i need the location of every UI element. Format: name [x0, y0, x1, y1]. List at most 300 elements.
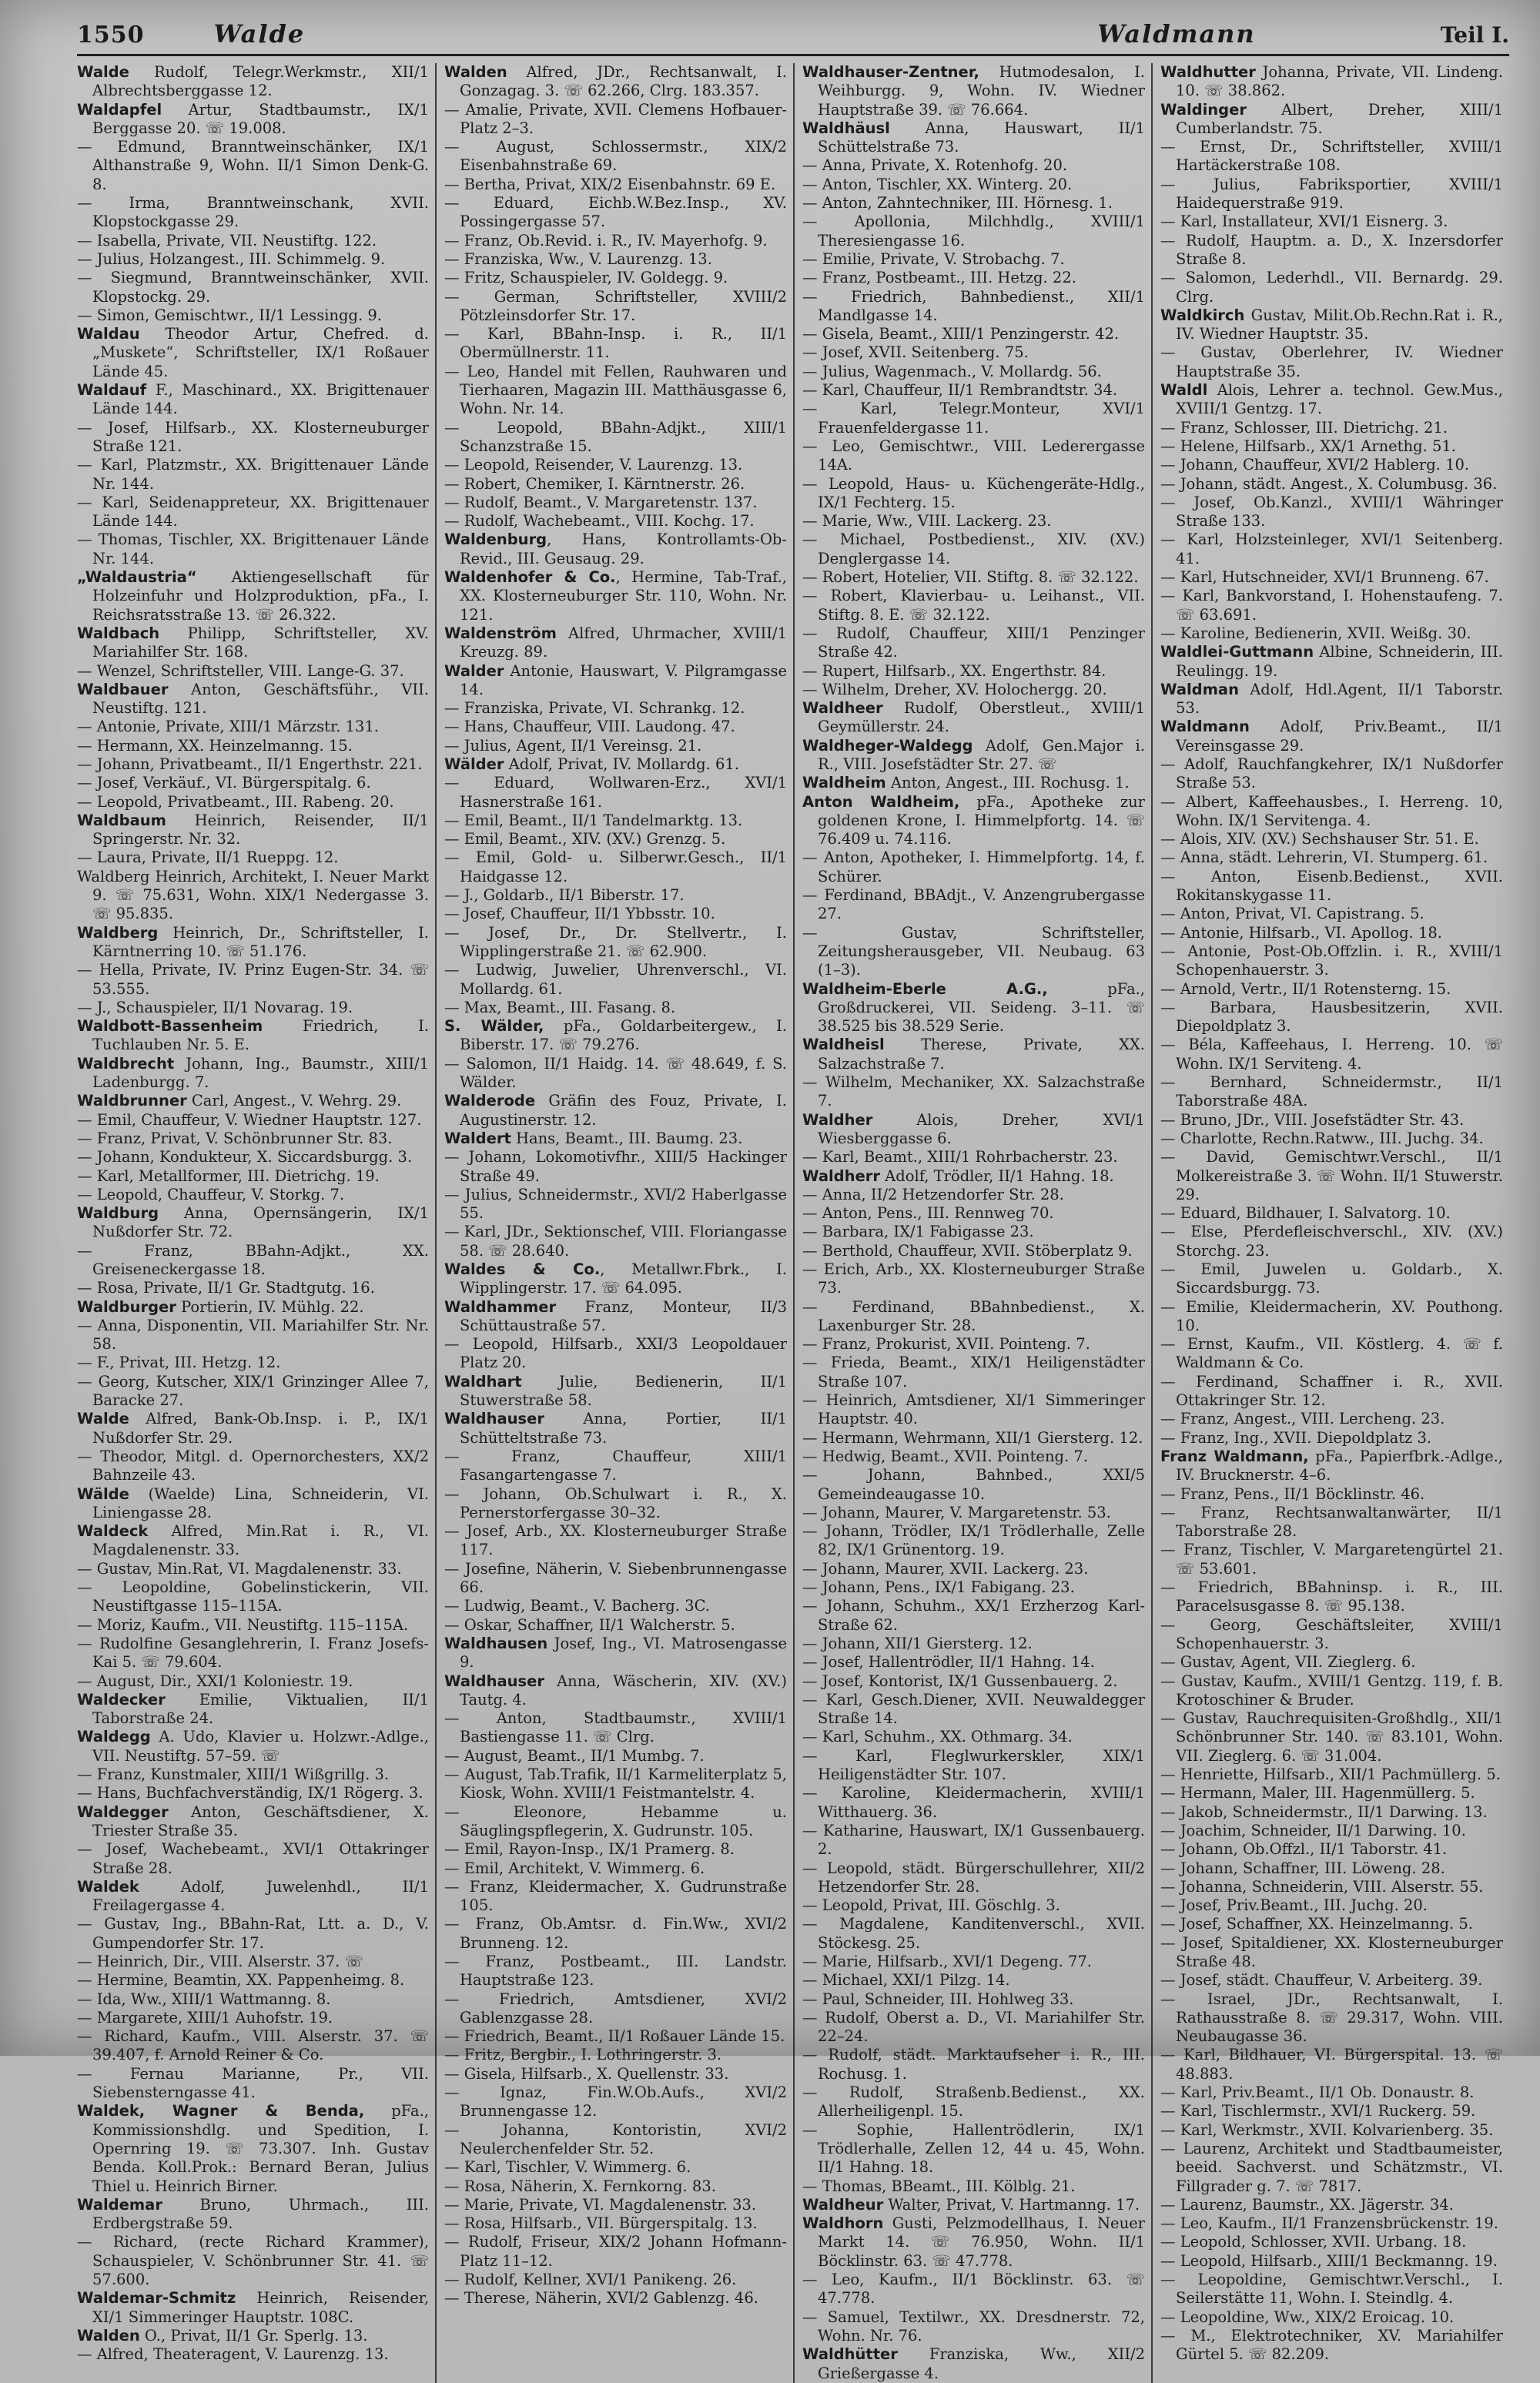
entry-details: — Johann, Maurer, V. Margaretenstr. 53. — [802, 1503, 1111, 1521]
directory-entry — [802, 1204, 1145, 1223]
directory-entry — [802, 512, 1145, 530]
directory-entry — [802, 1953, 1145, 1971]
entry-details: — Robert, Hotelier, VII. Stiftg. 8. ☏ 32.122. — [802, 568, 1139, 587]
entry-details: Therese, Private, XX. Salzachstraße 7. — [818, 1036, 1145, 1073]
entry-details: — Leopold, Haus- u. Küchengeräte-Hdlg., IX/1 Fechterg. 15. — [802, 474, 1145, 511]
entry-details: Anna, Hauswart, II/1 Schüttelstraße 73. — [818, 119, 1145, 156]
entry-surname: Waldhart — [444, 1372, 522, 1391]
entry-details: Heinrich, Reisender, II/1 Springerstr. Nr. 32. — [92, 811, 429, 848]
entry-details: — Hella, Private, IV. Prinz Eugen-Str. 34. ☏ 53.555. — [77, 961, 429, 998]
directory-entry — [444, 1055, 787, 1093]
directory-entry — [802, 381, 1145, 400]
entry-details: Albine, Schneiderin, III. Reulingg. 19. — [1176, 643, 1503, 680]
directory-entry — [444, 2158, 787, 2177]
directory-entry — [77, 2102, 429, 2195]
entry-details: — Berthold, Chauffeur, XVII. Stöberplatz 9. — [802, 1241, 1133, 1260]
entry-details: Waldberg Heinrich, Architekt, I. Neuer Markt 9. ☏ 75.631, Wohn. XIX/1 Nedergasse 3. ☏ 95.835. — [77, 867, 429, 923]
directory-entry — [444, 2177, 787, 2196]
directory-entry — [802, 1822, 1145, 1859]
entry-details: — Johann, städt. Angest., X. Columbusg. 36. — [1160, 474, 1498, 493]
directory-entry — [1160, 456, 1503, 474]
directory-entry — [1160, 1260, 1503, 1298]
entry-surname: Waldhauser-Zentner, — [802, 63, 979, 81]
entry-details: — Johanna, Schneiderin, VIII. Alserstr. 55. — [1160, 1877, 1484, 1896]
directory-entry — [802, 1653, 1145, 1672]
directory-entry — [444, 2027, 787, 2046]
entry-details: — Gustav, Min.Rat, VI. Magdalenenstr. 33. — [77, 1559, 402, 1578]
entry-surname: Waldau — [77, 325, 140, 343]
entry-details: — Leopold, städt. Bürgerschullehrer, XII/2 Hetzendorfer Str. 28. — [802, 1859, 1145, 1896]
directory-entry — [1160, 1765, 1503, 1784]
directory-entry — [77, 1111, 429, 1130]
entry-details: — Gustav, Oberlehrer, IV. Wiedner Hauptstraße 35. — [1160, 343, 1503, 380]
directory-entry — [77, 1204, 429, 1242]
entry-details: — Gustav, Ing., BBahn-Rat, Ltt. a. D., V. Gumpendorfer Str. 17. — [77, 1915, 429, 1952]
directory-entry — [802, 1354, 1145, 1391]
entry-details: — Franz, Kleidermacher, X. Gudrunstraße 105. — [444, 1877, 787, 1915]
directory-entry — [444, 568, 787, 624]
directory-entry — [444, 662, 787, 700]
entry-details: — Ludwig, Beamt., V. Bacherg. 3C. — [444, 1597, 710, 1615]
entry-surname: S. Wälder, — [444, 1017, 544, 1036]
directory-entry — [444, 1335, 787, 1373]
entry-surname: Waldkirch — [1160, 306, 1245, 324]
directory-entry — [802, 1635, 1145, 1653]
directory-entry — [77, 101, 429, 139]
entry-details: Alfred, Bank-Ob.Insp. i. P., IX/1 Nußdorfer Str. 29. — [92, 1410, 429, 1447]
directory-entry — [1160, 868, 1503, 905]
directory-entry — [444, 1859, 787, 1878]
entry-details: — Johann, Trödler, IX/1 Trödlerhalle, Zelle 82, IX/1 Grünentorg. 19. — [802, 1522, 1145, 1559]
entry-details: — Karl, Chauffeur, II/1 Rembrandtstr. 34. — [802, 381, 1118, 400]
directory-entry — [77, 194, 429, 232]
entry-details: — Leopold, Chauffeur, V. Storkg. 7. — [77, 1185, 345, 1203]
entry-details: — Franz, Tischler, V. Margaretengürtel 21. ☏ 53.601. — [1160, 1541, 1503, 1578]
entry-details: — Thomas, BBeamt., III. Kölblg. 21. — [802, 2177, 1076, 2195]
entry-details: — Ferdinand, Schaffner i. R., XVII. Ottakringer Str. 12. — [1160, 1372, 1503, 1410]
entry-details: — F., Privat, III. Hetzg. 12. — [77, 1354, 281, 1372]
directory-entry — [1160, 530, 1503, 568]
entry-surname: Waldbrecht — [77, 1054, 175, 1073]
directory-entry — [444, 1223, 787, 1260]
entry-details: — Else, Pferdefleischverschl., XIV. (XV.) Storchg. 23. — [1160, 1223, 1503, 1260]
directory-entry — [1160, 1335, 1503, 1373]
entry-details: — Johanna, Kontoristin, XVI/2 Neulerchenfelder Str. 52. — [444, 2120, 787, 2157]
entry-details: — Rosa, Private, II/1 Gr. Stadtgutg. 16. — [77, 1279, 375, 1297]
directory-entry — [802, 1223, 1145, 1241]
directory-entry — [77, 1298, 429, 1317]
directory-entry — [1160, 176, 1503, 213]
entry-details: — Leo, Kaufm., II/1 Böcklinstr. 63. ☏ 47.778. — [802, 2271, 1145, 2308]
entry-details: — Siegmund, Branntweinschänker, XVII. Klopstockg. 29. — [77, 269, 429, 306]
entry-details: — Fritz, Schauspieler, IV. Goldegg. 9. — [444, 269, 728, 287]
directory-entry — [444, 1616, 787, 1635]
entry-details: — Franz, Privat, V. Schönbrunner Str. 83. — [77, 1129, 393, 1147]
directory-entry — [802, 1186, 1145, 1204]
entry-details: Rudolf, Telegr.Werkmstr., XII/1 Albrechtsberggasse 12. — [92, 63, 429, 100]
entry-surname: Waldl — [1160, 381, 1208, 400]
entry-details: — Franziska, Ww., V. Laurenzg. 13. — [444, 249, 712, 268]
directory-entry — [77, 456, 429, 494]
directory-entry — [1160, 1616, 1503, 1654]
directory-entry — [444, 1765, 787, 1803]
directory-entry — [77, 737, 429, 755]
entry-surname: Walder — [444, 661, 504, 680]
entry-details: Johann, Ing., Baumstr., XIII/1 Ladenburgg. 7. — [92, 1054, 429, 1092]
directory-entry — [444, 363, 787, 419]
directory-entry — [77, 1840, 429, 1878]
directory-entry — [444, 1953, 787, 1990]
entry-details: — Ida, Ww., XIII/1 Wattmanng. 8. — [77, 1990, 331, 2008]
entry-details: — Karl, BBahn-Insp. i. R., II/1 Obermüllnerstr. 11. — [444, 325, 787, 362]
directory-entry — [802, 737, 1145, 775]
entry-details: — Anton, Zahntechniker, III. Hörnesg. 1. — [802, 194, 1113, 213]
entry-details: — Charlotte, Rechn.Ratww., III. Juchg. 34. — [1160, 1129, 1484, 1147]
entry-surname: Walden — [77, 2326, 140, 2345]
directory-entry — [802, 1522, 1145, 1560]
entry-details: Friedrich, I. Tuchlauben Nr. 5. E. — [92, 1017, 429, 1054]
directory-entry — [1160, 1709, 1503, 1765]
directory-entry — [802, 1691, 1145, 1729]
entry-details: — Béla, Kaffeehaus, I. Herreng. 10. ☏ Wohn. IX/1 Serviteng. 4. — [1160, 1036, 1503, 1073]
entry-details: — Julius, Schneidermstr., XVI/2 Haberlgasse 55. — [444, 1185, 787, 1223]
entry-details: — Wenzel, Schriftsteller, VIII. Lange-G. 37. — [77, 661, 404, 680]
directory-entry — [444, 924, 787, 962]
entry-details: — Gustav, Schriftsteller, Zeitungsherausgeber, VII. Neubaug. 63 (1–3). — [802, 923, 1145, 979]
directory-entry — [77, 1055, 429, 1093]
directory-entry — [1160, 793, 1503, 831]
entry-details: — Isabella, Private, VII. Neustiftg. 122. — [77, 231, 377, 249]
directory-entry — [444, 1130, 787, 1148]
directory-entry — [1160, 830, 1503, 848]
directory-entry — [1160, 2196, 1503, 2214]
directory-entry — [444, 1017, 787, 1055]
directory-entry — [444, 2121, 787, 2159]
directory-entry — [77, 1017, 429, 1055]
entry-surname: Waldemar — [77, 2195, 162, 2214]
directory-entry — [77, 662, 429, 681]
directory-entry — [1160, 1073, 1503, 1111]
directory-entry — [1160, 2308, 1503, 2327]
entry-details: — Barbara, IX/1 Fabigasse 23. — [802, 1223, 1034, 1241]
directory-entry — [444, 999, 787, 1017]
directory-entry — [77, 1186, 429, 1204]
directory-entry — [444, 176, 787, 194]
entry-details: Anton, Geschäftsdiener, X. Triester Straße 35. — [92, 1802, 429, 1839]
directory-entry — [802, 269, 1145, 287]
running-head-right: Waldmann — [1097, 19, 1256, 49]
entry-details: — Franz, Prokurist, XVII. Pointeng. 7. — [802, 1335, 1090, 1354]
directory-entry — [802, 1429, 1145, 1448]
entry-details: — Emil, Architekt, V. Wimmerg. 6. — [444, 1859, 705, 1877]
directory-entry — [1160, 138, 1503, 176]
entry-details: — Henriette, Hilfsarb., XII/1 Pachmüllerg. 5. — [1160, 1765, 1501, 1784]
directory-entry — [77, 1672, 429, 1691]
entry-surname: Wälde — [77, 1484, 129, 1503]
directory-entry — [77, 2233, 429, 2289]
directory-entry — [1160, 2271, 1503, 2308]
directory-entry — [444, 232, 787, 250]
entry-details: — Franz, Pens., II/1 Böcklinstr. 46. — [1160, 1484, 1425, 1503]
directory-entry — [77, 868, 429, 924]
directory-entry — [77, 1878, 429, 1916]
directory-entry — [802, 848, 1145, 886]
directory-entry — [802, 400, 1145, 437]
directory-entry — [1160, 942, 1503, 980]
entry-surname: Waldhausen — [444, 1634, 548, 1652]
entry-surname: Waldberg — [77, 923, 159, 942]
entry-details: Philipp, Schriftsteller, XV. Mariahilfer Str. 168. — [92, 624, 429, 661]
directory-entry — [77, 1092, 429, 1110]
directory-entry — [1160, 2046, 1503, 2083]
directory-entry — [1160, 624, 1503, 643]
entry-details: — Hermann, Maler, III. Hagenmüllerg. 5. — [1160, 1784, 1475, 1802]
directory-entry — [1160, 343, 1503, 381]
entry-surname: Waldecker — [77, 1690, 166, 1709]
entry-details: , Metallwr.Fbrk., I. Wipplingerstr. 17. ☏ 64.095. — [460, 1260, 787, 1297]
entry-details: — Rudolf, Wachebeamt., VIII. Kochg. 17. — [444, 512, 755, 530]
directory-entry — [77, 1373, 429, 1411]
entry-details: — Rudolf, Beamt., V. Margaretenstr. 137. — [444, 493, 758, 511]
directory-entry — [802, 624, 1145, 662]
entry-surname: Waldhammer — [444, 1297, 557, 1316]
directory-entry — [1160, 848, 1503, 867]
directory-entry — [802, 119, 1145, 157]
entry-details: — Leopoldine, Gobelinstickerin, VII. Neustiftgasse 115–115A. — [77, 1578, 429, 1615]
directory-entry — [77, 63, 429, 101]
entry-details: Gusti, Pelzmodellhaus, I. Neuer Markt 14. ☏ 76.950, Wohn. II/1 Böcklinstr. 63. ☏ 47.778. — [818, 2214, 1145, 2270]
directory-entry — [1160, 1373, 1503, 1411]
directory-entry — [802, 1915, 1145, 1953]
directory-entry — [1160, 1803, 1503, 1822]
entry-details: — Anna, II/2 Hetzendorfer Str. 28. — [802, 1185, 1064, 1203]
entry-surname: Waldlei-Guttmann — [1160, 643, 1314, 661]
entry-details: — Margarete, XIII/1 Auhofstr. 19. — [77, 2008, 333, 2027]
directory-entry — [1160, 1541, 1503, 1578]
directory-entry — [1160, 2214, 1503, 2233]
directory-entry — [444, 755, 787, 774]
entry-details: Alfred, JDr., Rechtsanwalt, I. Gonzagag. 3. ☏ 62.266, Clrg. 183.357. — [460, 63, 787, 100]
entry-surname: Waldek — [77, 1877, 139, 1896]
directory-entry — [802, 1391, 1145, 1429]
entry-details: — Leopold, Privatbeamt., III. Rabeng. 20. — [77, 792, 394, 811]
directory-entry — [802, 1335, 1145, 1354]
directory-entry — [444, 812, 787, 830]
entry-surname: Waldbauer — [77, 680, 169, 698]
entry-details: Alfred, Uhrmacher, XVIII/1 Kreuzg. 89. — [460, 624, 787, 661]
directory-entry — [802, 2009, 1145, 2047]
directory-entry — [802, 2121, 1145, 2177]
entry-details: Adolf, Trödler, II/1 Hahng. 18. — [879, 1166, 1114, 1185]
entry-surname: Waldbaum — [77, 811, 166, 829]
entry-details: Franz, Monteur, II/3 Schüttaustraße 57. — [460, 1297, 787, 1334]
directory-entry — [77, 1410, 429, 1448]
directory-entry — [802, 2177, 1145, 2196]
directory-entry — [77, 1279, 429, 1297]
entry-details: — Leopold, Schlosser, XVII. Urbang. 18. — [1160, 2233, 1467, 2251]
entry-surname: Franz Waldmann, — [1160, 1447, 1309, 1465]
entry-details: — Julius, Wagenmach., V. Mollardg. 56. — [802, 362, 1102, 380]
entry-details: — Barbara, Hausbesitzerin, XVII. Diepoldplatz 3. — [1160, 998, 1503, 1036]
entry-details: — Georg, Kutscher, XIX/1 Grinzinger Allee 7, Baracke 27. — [77, 1372, 429, 1410]
entry-details: — Gustav, Agent, VII. Zieglerg. 6. — [1160, 1653, 1416, 1672]
entry-details: — Sophie, Hallentrödlerin, IX/1 Trödlerhalle, Zellen 12, 44 u. 45, Wohn. II/1 Hahng. 18. — [802, 2120, 1145, 2177]
directory-entry — [802, 681, 1145, 699]
directory-entry — [444, 2046, 787, 2064]
entry-details: — Franz, Schlosser, III. Dietrichg. 21. — [1160, 418, 1448, 437]
directory-entry — [1160, 568, 1503, 587]
directory-entry — [802, 2046, 1145, 2083]
entry-details: Anton, Angest., III. Rochusg. 1. — [886, 774, 1130, 792]
entry-surname: „Waldaustria“ — [77, 568, 197, 587]
directory-entry — [802, 475, 1145, 513]
entry-details: — Josef, Hallentrödler, II/1 Hahng. 14. — [802, 1653, 1095, 1672]
entry-details: — Salomon, II/1 Haidg. 14. ☏ 48.649, f. S. Wälder. — [444, 1054, 787, 1092]
entry-details: — Friedrich, Beamt., II/1 Roßauer Lände 15. — [444, 2027, 785, 2046]
entry-details: — Marie, Private, VI. Magdalenenstr. 33. — [444, 2195, 757, 2214]
directory-entry — [77, 138, 429, 194]
directory-entry — [1160, 63, 1503, 101]
entry-details: — Franz, Rechtsanwaltanwärter, II/1 Taborstraße 28. — [1160, 1503, 1503, 1541]
entry-details: — Johann, Maurer, XVII. Lackerg. 23. — [802, 1559, 1089, 1578]
entry-details: — Bruno, JDr., VIII. Josefstädter Str. 43. — [1160, 1110, 1465, 1129]
entry-details: — August, Beamt., II/1 Mumbg. 7. — [444, 1746, 705, 1765]
entry-surname: Waldhutter — [1160, 63, 1256, 81]
entry-details: Carl, Angest., V. Wehrg. 29. — [186, 1092, 402, 1110]
directory-entry — [1160, 924, 1503, 942]
entry-surname: Waldegg — [77, 1728, 151, 1746]
directory-entry — [77, 2345, 429, 2364]
directory-entry — [77, 269, 429, 306]
directory-entry — [1160, 905, 1503, 923]
entry-surname: Waldheisl — [802, 1036, 885, 1054]
directory-entry — [444, 1709, 787, 1747]
entry-surname: Waldheim — [802, 774, 886, 792]
entry-surname: Waldhäusl — [802, 119, 890, 137]
entry-details: — Robert, Klavierbau- u. Leihanst., VII. Stiftg. 8. E. ☏ 32.122. — [802, 587, 1145, 624]
entry-details: — Rudolf, Chauffeur, XIII/1 Penzinger Straße 42. — [802, 624, 1145, 661]
entry-details: — Edmund, Branntweinschänker, IX/1 Althanstraße 9, Wohn. II/1 Simon Denk-G. 8. — [77, 138, 429, 193]
entry-details: — Marie, Hilfsarb., XVI/1 Degeng. 77. — [802, 1952, 1093, 1970]
directory-entry — [77, 961, 429, 999]
directory-entry — [1160, 2121, 1503, 2140]
directory-entry — [802, 1859, 1145, 1897]
directory-entry — [77, 755, 429, 774]
entry-details: — Ernst, Dr., Schriftsteller, XVIII/1 Hartäckerstraße 108. — [1160, 138, 1503, 175]
entry-surname: Waldinger — [1160, 100, 1247, 119]
entry-details: — Karl, Beamt., XIII/1 Rohrbacherstr. 23. — [802, 1148, 1118, 1166]
entry-surname: Waldapfel — [77, 100, 162, 119]
entry-surname: Waldbach — [77, 624, 160, 642]
directory-entry — [444, 63, 787, 101]
entry-details: — Hermann, Wehrmann, XII/1 Giersterg. 12. — [802, 1428, 1143, 1447]
directory-entry — [444, 269, 787, 287]
directory-entry — [802, 194, 1145, 213]
directory-entry — [444, 624, 787, 662]
directory-entry — [802, 288, 1145, 326]
directory-entry — [1160, 2252, 1503, 2271]
entry-details: — Anton, Privat, VI. Capistrang. 5. — [1160, 905, 1424, 923]
directory-entry — [802, 2271, 1145, 2308]
directory-entry — [77, 1167, 429, 1186]
entry-details: Franziska, Ww., XII/2 Grießergasse 4. — [818, 2345, 1145, 2382]
entry-details: — Antonie, Hilfsarb., VI. Apollog. 18. — [1160, 923, 1442, 942]
directory-entry — [444, 2233, 787, 2271]
entry-details: — Josef, Chauffeur, II/1 Ybbsstr. 10. — [444, 905, 715, 923]
directory-entry — [802, 924, 1145, 980]
entry-details: — Franz, Ob.Revid. i. R., IV. Mayerhofg. 9. — [444, 231, 768, 249]
entry-details: Anton, Geschäftsführ., VII. Neustiftg. 121. — [92, 680, 429, 718]
entry-details: — Leopold, Privat, III. Göschlg. 3. — [802, 1896, 1060, 1915]
directory-entry — [802, 530, 1145, 568]
directory-entry — [802, 1111, 1145, 1149]
directory-entry — [77, 2065, 429, 2103]
directory-entry — [77, 2196, 429, 2234]
entry-details: — Johann, Schuhm., XX/1 Erzherzog Karl-Straße 62. — [802, 1597, 1145, 1634]
entry-details: — Ernst, Kaufm., VII. Köstlerg. 4. ☏ f. Waldmann & Co. — [1160, 1335, 1503, 1372]
entry-details: — Josefine, Näherin, V. Siebenbrunnengasse 66. — [444, 1559, 787, 1597]
directory-entry — [77, 1616, 429, 1635]
entry-details: — Gisela, Hilfsarb., X. Quellenstr. 33. — [444, 2064, 729, 2083]
entry-details: — J., Goldarb., II/1 Biberstr. 17. — [444, 886, 685, 905]
entry-details: — Johann, Chauffeur, XVI/2 Hablerg. 10. — [1160, 456, 1470, 474]
entry-details: Heinrich, Dr., Schriftsteller, I. Kärntnerring 10. ☏ 51.176. — [92, 923, 429, 960]
directory-entry — [77, 999, 429, 1017]
directory-entry — [444, 1878, 787, 1916]
entry-details: — Karl, Priv.Beamt., II/1 Ob. Donaustr. 8. — [1160, 2083, 1475, 2102]
entry-details: — Johann, XII/1 Giersterg. 12. — [802, 1634, 1033, 1652]
directory-column-2 — [435, 63, 793, 2383]
entry-details: A. Udo, Klavier u. Holzwr.-Adlge., VII. Neustiftg. 57–59. ☏ — [92, 1728, 429, 1765]
entry-details: — Anna, städt. Lehrerin, VI. Stumperg. 61. — [1160, 848, 1488, 867]
entry-details: — Josef, städt. Chauffeur, V. Arbeiterg. 39. — [1160, 1971, 1483, 1990]
directory-entry — [77, 1522, 429, 1560]
directory-entry — [444, 288, 787, 326]
entry-surname: Waldburg — [77, 1204, 159, 1223]
entry-details: — Albert, Kaffeehausbes., I. Herreng. 10, Wohn. IX/1 Servitenga. 4. — [1160, 792, 1503, 829]
directory-entry — [444, 905, 787, 923]
directory-entry — [77, 1971, 429, 1990]
directory-entry — [1160, 1223, 1503, 1260]
entry-details: — Franziska, Private, VI. Schrankg. 12. — [444, 699, 745, 718]
directory-entry — [802, 1990, 1145, 2009]
directory-entry — [444, 1747, 787, 1765]
entry-details: — Leopoldine, Ww., XIX/2 Eroicag. 10. — [1160, 2308, 1455, 2326]
entry-details: — Emilie, Kleidermacherin, XV. Pouthong. 10. — [1160, 1297, 1503, 1334]
directory-entry — [444, 325, 787, 363]
directory-entry — [77, 1915, 429, 1953]
directory-entry — [802, 699, 1145, 737]
directory-entry — [444, 419, 787, 457]
entry-details: — August, Schlossermstr., XIX/2 Eisenbahnstraße 69. — [444, 138, 787, 175]
directory-entry — [802, 1578, 1145, 1597]
entry-details: — Leopold, Reisender, V. Laurenzg. 13. — [444, 456, 743, 474]
entry-surname: Waldheur — [802, 2195, 884, 2214]
directory-entry — [802, 2083, 1145, 2121]
entry-details: — Robert, Chemiker, I. Kärntnerstr. 26. — [444, 474, 745, 493]
directory-entry — [444, 1410, 787, 1448]
directory-entry — [1160, 475, 1503, 494]
entry-details: pFa., Großdruckerei, VII. Seideng. 3–11. ☏ 38.525 bis 38.529 Serie. — [818, 979, 1145, 1036]
entry-details: — Friedrich, Amtsdiener, XVI/2 Gablenzgasse 28. — [444, 1990, 787, 2027]
entry-details: Aktiengesellschaft für Holzeinfuhr und Holzproduktion, pFa., I. Reichsratsstraße 13. ☏ 26.322. — [92, 568, 429, 624]
directory-entry — [444, 2083, 787, 2121]
entry-details: — Josef, Dr., Dr. Stellvertr., I. Wipplingerstraße 21. ☏ 62.900. — [444, 923, 787, 960]
directory-entry — [802, 2345, 1145, 2383]
entry-details: — Karl, Bildhauer, VI. Bürgerspital. 13. ☏ 48.883. — [1160, 2046, 1503, 2083]
entry-details: — Friedrich, Bahnbedienst., XII/1 Mandlgasse 14. — [802, 287, 1145, 324]
entry-details: — Gisela, Beamt., XIII/1 Penzingerstr. 42. — [802, 325, 1120, 343]
